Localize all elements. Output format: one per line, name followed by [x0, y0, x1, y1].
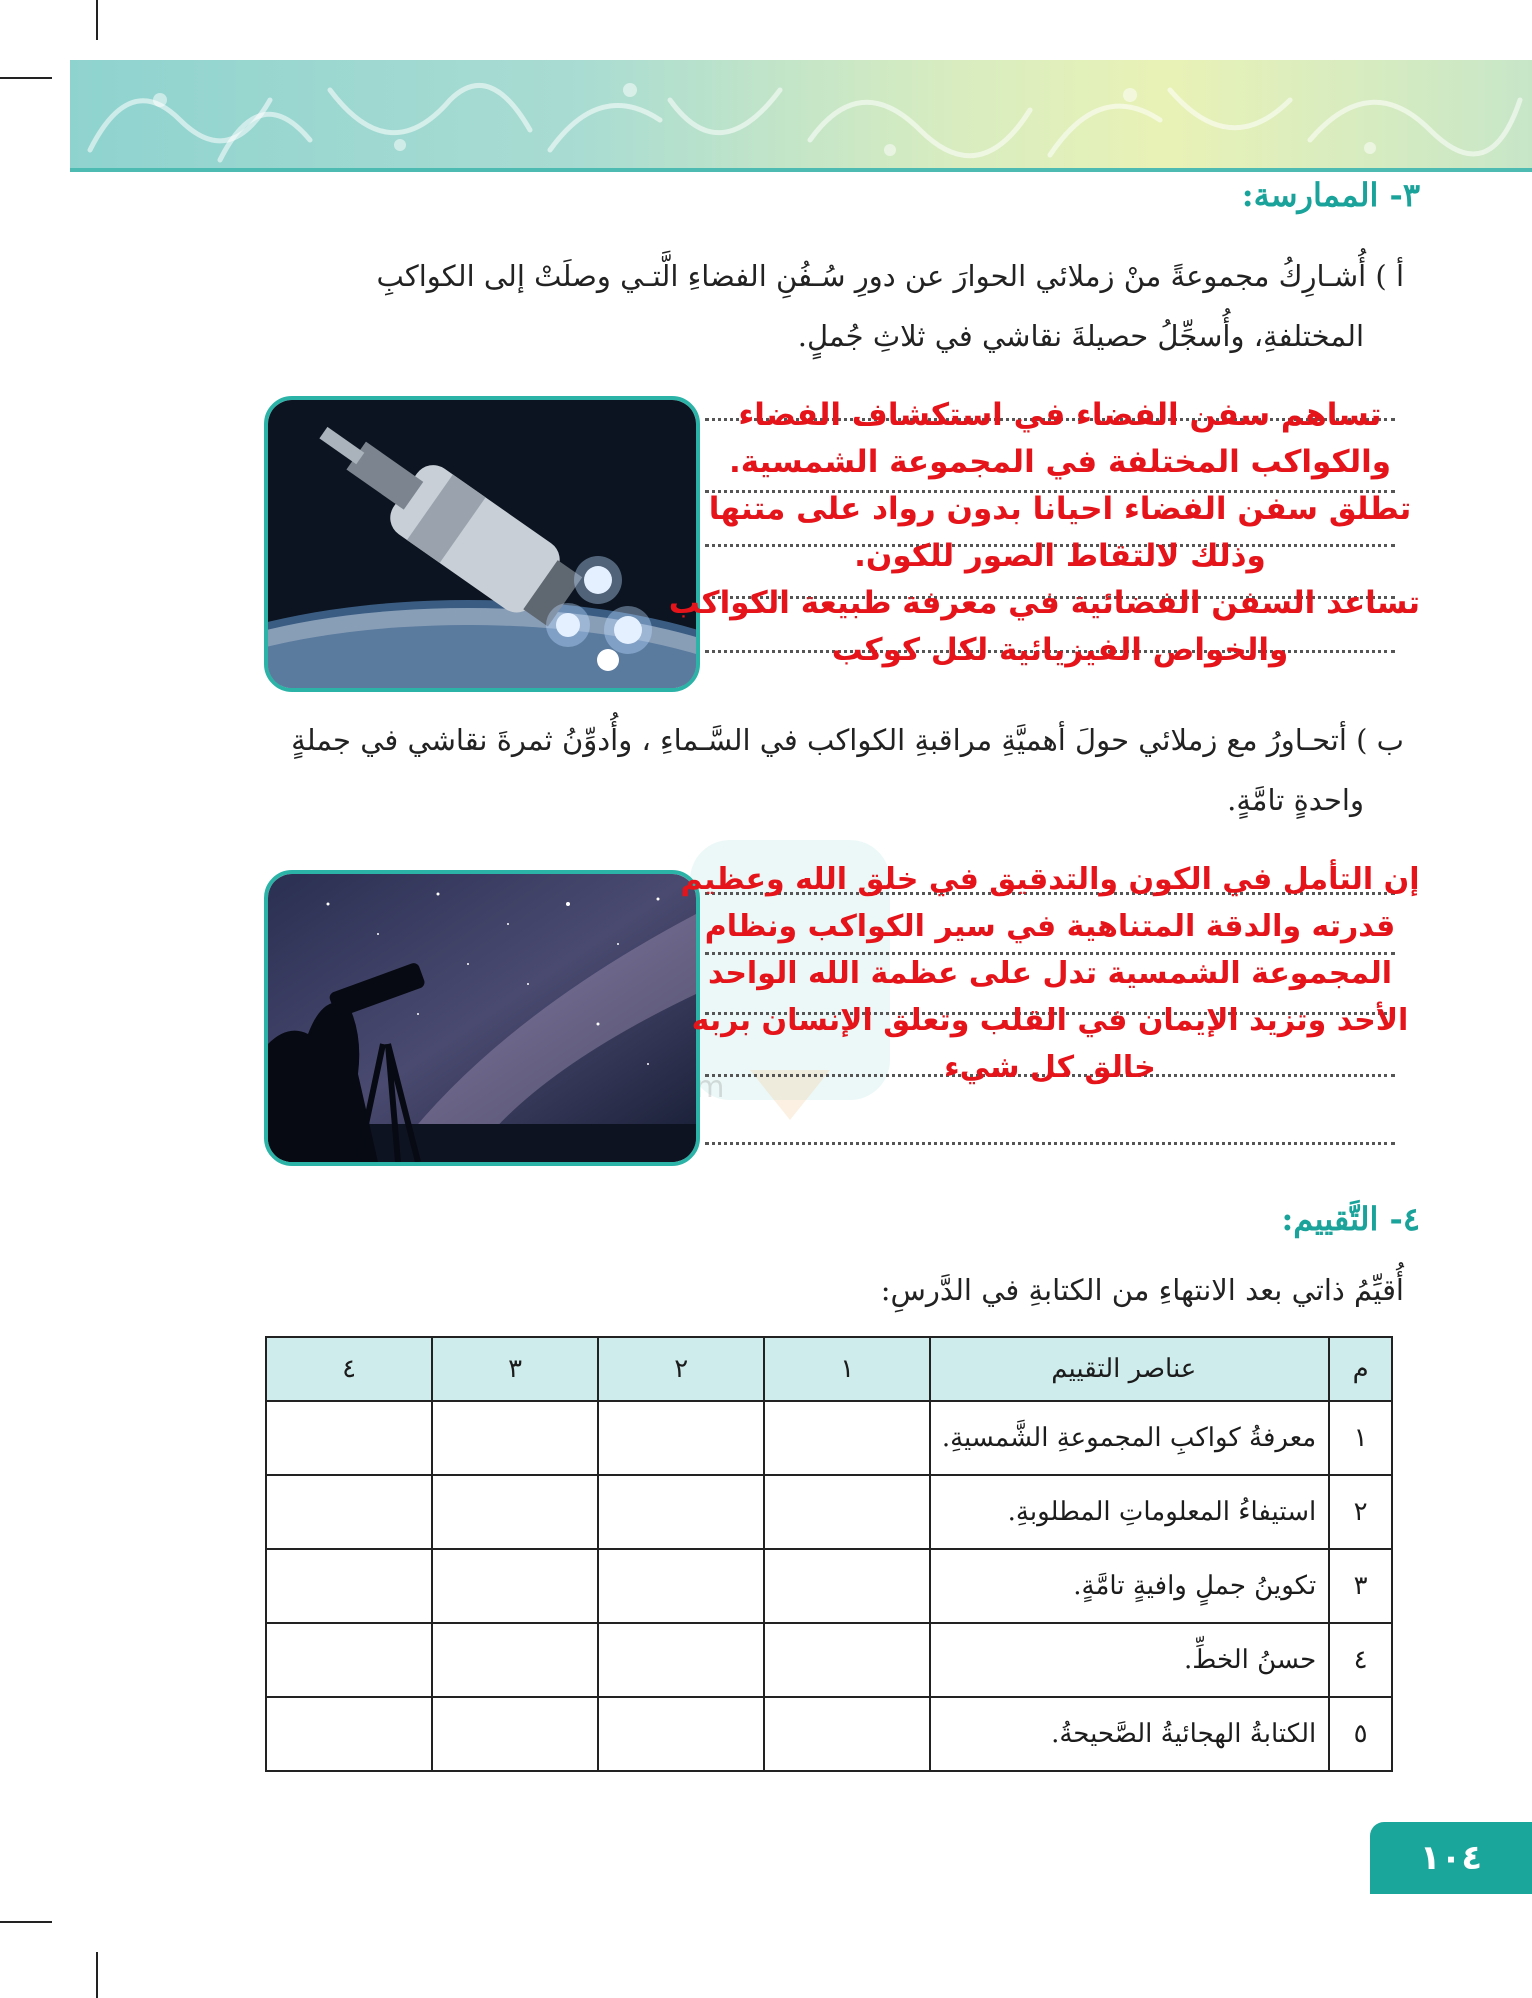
score-cell[interactable]	[764, 1697, 930, 1771]
question-a-line2: المختلفةِ، وأُسجِّلُ حصيلةَ نقاشي في ثلاثِ جُملٍ.	[797, 319, 1364, 353]
row-number: ٥	[1329, 1697, 1392, 1771]
score-cell[interactable]	[598, 1549, 764, 1623]
header-criteria: عناصر التقييم	[930, 1337, 1329, 1401]
score-cell[interactable]	[266, 1475, 432, 1549]
row-criterion: استيفاءُ المعلوماتِ المطلوبةِ.	[930, 1475, 1329, 1549]
answer-b-line: إن التأمل في الكون والتدقيق في خلق الله وعظيم	[680, 862, 1420, 897]
score-cell[interactable]	[266, 1623, 432, 1697]
row-number: ١	[1329, 1401, 1392, 1475]
score-cell[interactable]	[266, 1401, 432, 1475]
spacecraft-photo	[264, 396, 700, 692]
row-criterion: حسنُ الخطِّ.	[930, 1623, 1329, 1697]
question-b-line2: واحدةٍ تامَّةٍ.	[1227, 783, 1364, 817]
answer-b-line: قدرته والدقة المتناهية في سير الكواكب ونظام	[704, 909, 1396, 944]
score-cell[interactable]	[266, 1697, 432, 1771]
table-row	[266, 1697, 1392, 1771]
score-cell[interactable]	[764, 1623, 930, 1697]
answer-b-handwritten	[680, 856, 1420, 1091]
table-row	[266, 1549, 1392, 1623]
answer-a-line: تطلق سفن الفضاء احيانا بدون رواد على متنها	[708, 491, 1412, 527]
header-score-4: ٤	[266, 1337, 432, 1401]
crop-mark	[96, 1952, 98, 1998]
score-cell[interactable]	[266, 1549, 432, 1623]
answer-a-line: وذلك لالتقاط الصور للكون.	[854, 538, 1266, 574]
score-cell[interactable]	[598, 1697, 764, 1771]
crop-mark	[0, 77, 52, 79]
question-b-line1: ب ) أتحـاورُ مع زملائي حولَ أهميَّةِ مراقبةِ الكواكب في السَّـماءِ ، وأُدوِّنُ ثمرةَ نقاشي في جملةٍ	[291, 723, 1404, 757]
score-cell[interactable]	[598, 1623, 764, 1697]
header-score-1: ١	[764, 1337, 930, 1401]
row-criterion: تكوينُ جملٍ وافيةٍ تامَّةٍ.	[930, 1549, 1329, 1623]
row-criterion: معرفةُ كواكبِ المجموعةِ الشَّمسيةِ.	[930, 1401, 1329, 1475]
evaluation-intro: أُقيِّمُ ذاتي بعد الانتهاءِ من الكتابةِ في الدَّرسِ:	[880, 1273, 1404, 1307]
score-cell[interactable]	[598, 1475, 764, 1549]
section-heading-practice: ٣- الممارسة:	[1241, 176, 1420, 214]
score-cell[interactable]	[432, 1549, 598, 1623]
question-b	[274, 710, 1404, 830]
score-cell[interactable]	[764, 1475, 930, 1549]
banner-underline	[70, 168, 1532, 172]
night-sky-telescope-photo	[264, 870, 700, 1166]
score-cell[interactable]	[764, 1401, 930, 1475]
score-cell[interactable]	[432, 1697, 598, 1771]
answer-a-line: والخواص الفيزيائية لكل كوكب	[831, 632, 1289, 668]
self-evaluation-table	[265, 1336, 1393, 1772]
row-number: ٢	[1329, 1475, 1392, 1549]
section-heading-evaluation: ٤- التَّقييم:	[1281, 1200, 1420, 1238]
answer-a-handwritten	[668, 392, 1420, 674]
score-cell[interactable]	[598, 1401, 764, 1475]
table-header-row	[266, 1337, 1392, 1401]
table-row	[266, 1401, 1392, 1475]
question-a-line1: أ ) أُشـارِكُ مجموعةً منْ زملائي الحوارَ عن دورِ سُـفُنِ الفضاءِ الَّتـي وصلَتْ إلى الكواكبِ	[376, 259, 1404, 293]
answer-a-line: والكواكب المختلفة في المجموعة الشمسية.	[728, 444, 1392, 480]
answer-a-line: تساعد السفن الفضائية في معرفة طبيعة الكواكب	[668, 585, 1420, 621]
row-number: ٤	[1329, 1623, 1392, 1697]
header-score-2: ٢	[598, 1337, 764, 1401]
page-number: ١٠٤	[1370, 1822, 1532, 1894]
header-banner	[70, 60, 1532, 172]
crop-mark	[0, 1921, 52, 1923]
score-cell[interactable]	[432, 1623, 598, 1697]
crop-mark	[96, 0, 98, 40]
answer-b-line: الأحد وتزيد الإيمان في القلب وتعلق الإنسان بربه	[691, 1003, 1409, 1038]
calligraphy-pattern	[70, 60, 1532, 172]
answer-a-line: تساهم سفن الفضاء في استكشاف الفضاء	[738, 397, 1382, 433]
answer-b-line: المجموعة الشمسية تدل على عظمة الله الواحد	[707, 956, 1393, 991]
score-cell[interactable]	[432, 1475, 598, 1549]
answer-b-line: خالق كل شيء	[944, 1050, 1156, 1085]
question-a	[274, 246, 1404, 366]
row-number: ٣	[1329, 1549, 1392, 1623]
answer-line	[705, 1142, 1395, 1145]
row-criterion: الكتابةُ الهجائيةُ الصَّحيحةُ.	[930, 1697, 1329, 1771]
header-score-3: ٣	[432, 1337, 598, 1401]
score-cell[interactable]	[432, 1401, 598, 1475]
table-row	[266, 1623, 1392, 1697]
header-number: م	[1329, 1337, 1392, 1401]
table-row	[266, 1475, 1392, 1549]
score-cell[interactable]	[764, 1549, 930, 1623]
